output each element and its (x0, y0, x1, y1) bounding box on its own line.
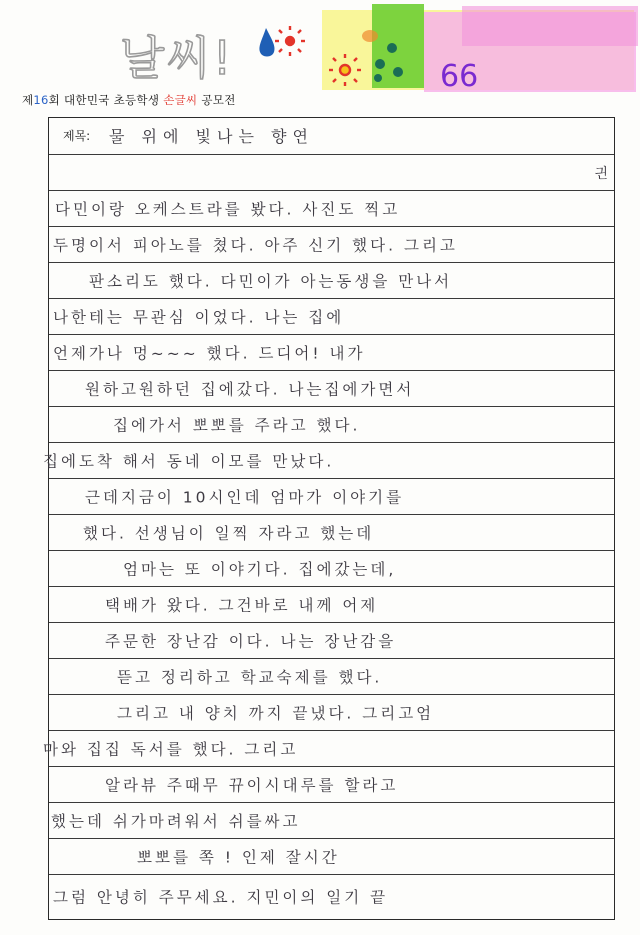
weather-title-text: 날씨! (120, 31, 234, 85)
essay-line-text: 근데지금이 10시인데 엄마가 이야기를 (85, 488, 405, 507)
essay-line (49, 298, 614, 334)
essay-line-text: 했는데 쉬가마려워서 쉬를싸고 (51, 812, 301, 831)
essay-line (43, 730, 614, 766)
title-row (49, 118, 614, 154)
contest-number: 16 (33, 93, 49, 107)
contest-mid: 회 대한민국 초등학생 (48, 93, 164, 107)
essay-line (43, 442, 614, 478)
essay-line-text: 엄마는 또 이야기다. 집에갔는데, (123, 560, 397, 579)
writing-sheet (43, 117, 615, 920)
essay-line-text: 집에가서 뽀뽀를 주라고 했다. (113, 416, 361, 435)
essay-line (49, 838, 614, 874)
essay-line (49, 262, 614, 298)
blank-row (49, 154, 614, 190)
essay-line-text: 두명이서 피아노를 쳤다. 아주 신기 했다. 그리고 (53, 236, 458, 255)
crayon-drawing (322, 4, 638, 92)
essay-line (49, 550, 614, 586)
essay-line-text: 마와 집집 독서를 했다. 그리고 (43, 740, 299, 759)
essay-line (49, 226, 614, 262)
essay-line-text: 그럼 안녕히 주무세요. 지민이의 일기 끝 (53, 888, 389, 907)
essay-line-text: 뜯고 정리하고 학교숙제를 했다. (117, 668, 383, 687)
essay-line-text: 다민이랑 오케스트라를 봤다. 사진도 찍고 (55, 200, 401, 219)
essay-line (49, 874, 614, 918)
essay-line-text: 뽀뽀를 쪽 ! 인제 잘시간 (137, 848, 340, 867)
title-illustration (0, 0, 640, 92)
raindrop-icon (259, 28, 274, 57)
header (0, 0, 640, 115)
sun-icon (275, 26, 305, 56)
essay-line (49, 334, 614, 370)
essay-line (49, 694, 614, 730)
essay-line (49, 514, 614, 550)
essay-line (49, 802, 614, 838)
essay-line (49, 586, 614, 622)
essay-line (49, 190, 614, 226)
essay-line-text: 집에도착 해서 동네 이모를 만났다. (43, 452, 335, 471)
essay-line-text: 택배가 왔다. 그건바로 내께 어제 (105, 596, 379, 615)
essay-line-text: 언제가나 멍~~~ 했다. 드디어! 내가 (53, 344, 366, 363)
essay-line-text: 원하고원하던 집에갔다. 나는집에가면서 (85, 380, 415, 399)
essay-line (49, 406, 614, 442)
essay-line (49, 370, 614, 406)
essay-line-text: 주문한 장난감 이다. 나는 장난감을 (105, 632, 397, 651)
essay-line-text: 판소리도 했다. 다민이가 아는동생을 만나서 (89, 272, 453, 291)
contest-title (22, 92, 236, 108)
contest-suffix: 공모전 (197, 93, 236, 107)
essay-line (49, 478, 614, 514)
essay-line-text: 알라뷰 주때무 뀨이시대루를 할라고 (105, 776, 399, 795)
essay-title: 물 위에 빛나는 향연 (109, 127, 314, 147)
margin-note: 긘 (594, 165, 608, 182)
essay-line-text: 했다. 선생님이 일찍 자라고 했는데 (83, 524, 375, 543)
title-label: 제목: (63, 129, 91, 144)
contest-highlight: 손글씨 (163, 93, 198, 107)
contest-prefix: 제 (22, 93, 34, 107)
essay-line-text: 그리고 내 양치 까지 끝냈다. 그리고엄 (117, 704, 435, 723)
essay-line (49, 658, 614, 694)
page-number-circle: 66 (440, 59, 479, 92)
essay-line (49, 622, 614, 658)
essay-line-text: 나한테는 무관심 이었다. 나는 집에 (53, 308, 345, 327)
essay-line (49, 766, 614, 802)
